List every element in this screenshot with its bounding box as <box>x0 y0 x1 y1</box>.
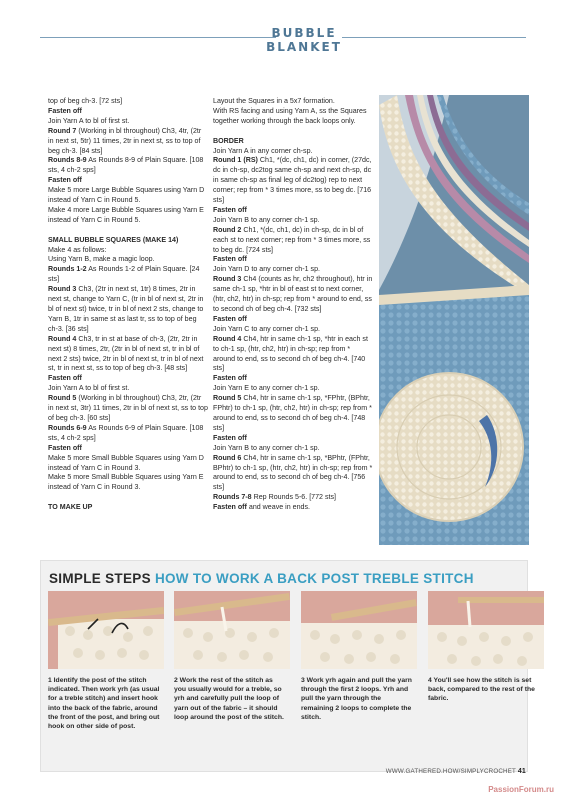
pattern-line <box>213 454 373 494</box>
pattern-text: As Rounds 8-9 of Plain Square. [108 sts, 4 ch-2 sps] <box>48 156 204 175</box>
pattern-line <box>48 473 208 493</box>
pattern-line <box>48 186 208 206</box>
pattern-line <box>48 236 208 246</box>
round-label: Rounds 1-2 <box>48 265 87 274</box>
pattern-text: Layout the Squares in a 5x7 formation. <box>213 97 335 105</box>
pattern-line <box>48 374 208 384</box>
pattern-text: Ch1, *(dc, ch1, dc) in corner, (27dc, dc in ch-sp, dc2tog same ch-sp and next ch-sp, dc in same ch-sp as final leg of dc2tog) rep to next corner; rep from * 3 times more, ss to beg dc. [716 sts] <box>213 156 372 205</box>
pattern-line <box>48 206 208 226</box>
page-number: 41 <box>517 768 526 775</box>
blanket-photo-image <box>379 95 529 545</box>
step-4-photo <box>428 591 544 669</box>
pattern-line <box>48 246 208 256</box>
pattern-text: Make 4 as follows: <box>48 245 107 254</box>
pattern-line <box>213 147 373 157</box>
page-footer <box>386 768 526 775</box>
pattern-text: Join Yarn A to bl of first st. <box>48 384 130 393</box>
round-label: Round 3 <box>213 275 242 284</box>
step-2-instruction: Work the rest of the stitch as you usually would for a treble, so yrh and carefully pull the loop of yarn out of the fabric – it should loop around the post of the stitch. <box>174 677 284 721</box>
pattern-column-left <box>48 97 208 513</box>
pattern-text: and weave in ends. <box>246 503 311 512</box>
pattern-text: top of beg ch-3. [72 sts] <box>48 97 123 105</box>
pattern-line <box>213 265 373 275</box>
pattern-text: Make 5 more Small Bubble Squares using Yarn E instead of Yarn C in Round 3. <box>48 473 204 492</box>
footer-url[interactable]: WWW.GATHERED.HOW/SIMPLYCROCHET <box>385 768 516 775</box>
pattern-line <box>48 176 208 186</box>
pattern-text: As Rounds 6-9 of Plain Square. [108 sts, 4 ch-2 sps] <box>48 423 204 442</box>
pattern-line <box>48 335 208 375</box>
pattern-text: Fasten off <box>48 443 82 452</box>
pattern-text: As Rounds 1-2 of Plain Square. [24 sts] <box>48 265 200 284</box>
blanket-photo <box>379 95 529 545</box>
pattern-text: BORDER <box>213 136 244 145</box>
pattern-line <box>213 325 373 335</box>
pattern-text: Rep Rounds 5-6. [772 sts] <box>251 493 337 502</box>
round-label: Round 4 <box>48 334 77 343</box>
pattern-text: Join Yarn B to any corner ch-1 sp. <box>213 443 320 452</box>
pattern-text: Using Yarn B, make a magic loop. <box>48 255 155 264</box>
watermark: PassionForum.ru <box>488 785 554 794</box>
round-label: Round 3 <box>48 285 77 294</box>
pattern-line <box>48 503 208 513</box>
step-2-photo <box>174 591 290 669</box>
pattern-line <box>48 117 208 127</box>
pattern-line <box>213 493 373 503</box>
pattern-line <box>213 107 373 127</box>
pattern-line <box>48 454 208 474</box>
pattern-line <box>213 444 373 454</box>
pattern-text: Fasten off <box>48 374 82 383</box>
round-label: Round 1 (RS) <box>213 156 258 165</box>
pattern-text: Make 5 more Large Bubble Squares using Yarn D instead of Yarn C in Round 5. <box>48 186 205 205</box>
simple-steps-label: SIMPLE STEPS <box>49 571 151 586</box>
pattern-line <box>48 394 208 424</box>
round-label: Round 4 <box>213 334 242 343</box>
pattern-text: Make 4 more Large Bubble Squares using Yarn E instead of Yarn C in Round 5. <box>48 205 204 224</box>
pattern-line <box>48 97 208 107</box>
step-4-instruction: You'll see how the stitch is set back, compared to the rest of the fabric. <box>428 677 535 703</box>
pattern-text: Ch4, htr in same ch-1 sp, *BPhtr, (FPhtr, BPhtr) to ch-1 sp, (htr, ch2, htr) in ch-sp; rep from * around to end, ss to second ch of beg ch-4. [756 sts] <box>213 453 373 492</box>
step-3-photo <box>301 591 417 669</box>
step-1-photo <box>48 591 164 669</box>
pattern-line <box>213 97 373 107</box>
pattern-text: Fasten off <box>213 255 247 264</box>
round-label: Fasten off <box>213 503 247 512</box>
pattern-line <box>213 216 373 226</box>
pattern-line <box>48 285 208 335</box>
step-1-number: 1 <box>48 677 52 684</box>
step-3-number: 3 <box>301 677 305 684</box>
pattern-text: Fasten off <box>48 106 82 115</box>
pattern-text: Join Yarn B to any corner ch-1 sp. <box>213 215 320 224</box>
pattern-text: Fasten off <box>213 433 247 442</box>
pattern-line <box>48 107 208 117</box>
paragraph-gap <box>213 127 373 137</box>
step-1-text <box>48 676 160 731</box>
round-label: Rounds 8-9 <box>48 156 87 165</box>
pattern-line <box>213 434 373 444</box>
round-label: Round 5 <box>48 394 77 403</box>
pattern-text: With RS facing and using Yarn A, ss the Squares together working through the back loops only. <box>213 106 367 125</box>
pattern-line <box>213 384 373 394</box>
pattern-text: SMALL BUBBLE SQUARES (MAKE 14) <box>48 235 179 244</box>
page-header-title: BUBBLE BLANKET <box>266 26 342 54</box>
pattern-line <box>48 255 208 265</box>
pattern-text: Join Yarn D to any corner ch-1 sp. <box>213 265 320 274</box>
pattern-line <box>213 315 373 325</box>
pattern-line <box>213 374 373 384</box>
pattern-line <box>213 137 373 147</box>
step-2-text <box>174 676 286 722</box>
pattern-line <box>213 503 373 513</box>
pattern-text: Fasten off <box>48 176 82 185</box>
pattern-text: Fasten off <box>213 205 247 214</box>
pattern-line <box>213 394 373 434</box>
simple-steps-heading: HOW TO WORK A BACK POST TREBLE STITCH <box>154 571 474 586</box>
pattern-text: Ch3, (2tr in next st, 1tr) 8 times, 2tr in next st, change to Yarn C, (tr in bl of next st, 2tr in bl of next st) twice, tr in bl of next 2 sts, change to Yarn B, 1tr in same st as last tr, ss to top of beg ch-3. [36 sts] <box>48 285 204 333</box>
pattern-text: Make 5 more Small Bubble Squares using Yarn D instead of Yarn C in Round 3. <box>48 453 204 472</box>
pattern-column-middle <box>213 97 373 513</box>
pattern-text: (Working in bl throughout) Ch3, 4tr, (2tr in next st, 5tr) 11 times, 2tr in next st, ss to top of beg ch-3. [84 sts] <box>48 126 202 155</box>
pattern-line <box>48 444 208 454</box>
pattern-line <box>213 226 373 256</box>
simple-steps-title <box>49 571 474 586</box>
pattern-line <box>48 265 208 285</box>
step-4-text <box>428 676 540 704</box>
pattern-line <box>213 275 373 315</box>
pattern-line <box>213 255 373 265</box>
pattern-line <box>213 335 373 375</box>
step-3-instruction: Work yrh again and pull the yarn through the first 2 loops. Yrh and pull the yarn through the remaining 2 loops to complete the stitch. <box>301 677 412 721</box>
step-3-text <box>301 676 413 722</box>
pattern-text: Ch3, tr in st at base of ch-3, (2tr, 2tr in next st) 8 times, 2tr, (2tr in bl of next st, tr in bl of next 2 sts) twice, 2tr in bl of next st, tr in bl of next st, tr in next st, ss to top of beg ch-3. [48 sts] <box>48 334 204 373</box>
round-label: Rounds 7-8 <box>213 493 252 502</box>
pattern-text: Join Yarn A to bl of first st. <box>48 116 130 125</box>
pattern-line <box>48 424 208 444</box>
pattern-line <box>48 127 208 157</box>
pattern-text: Ch4, htr in same ch-1 sp, *htr in each st to ch-1 sp, (htr, ch2, htr) in ch-sp; rep from * around to end, ss to second ch of beg ch-4. [740 sts] <box>213 334 368 373</box>
round-label: Round 5 <box>213 394 242 403</box>
step-2-number: 2 <box>174 677 178 684</box>
pattern-line <box>213 206 373 216</box>
round-label: Round 6 <box>213 453 242 462</box>
pattern-text: Fasten off <box>213 374 247 383</box>
header-rule-right <box>342 37 526 38</box>
pattern-text: Ch4 (counts as hr, ch2 throughout), htr in same ch-1 sp, *htr in bl of east st to next corner, (htr, ch2, htr) in ch-sp; rep from * around to end, ss to second ch of beg ch-4. [732 sts] <box>213 275 373 314</box>
paragraph-gap <box>48 226 208 236</box>
pattern-text: Ch4, htr in same ch-1 sp, *FPhtr, (BPhtr, FPhtr) to ch-1 sp, (htr, ch2, htr) in ch-sp; rep from * around to end, ss to second ch of beg ch-4. [748 sts] <box>213 394 372 432</box>
pattern-text: Fasten off <box>213 314 247 323</box>
pattern-line <box>48 156 208 176</box>
pattern-line <box>48 384 208 394</box>
step-4-number: 4 <box>428 677 432 684</box>
round-label: Rounds 6-9 <box>48 423 87 432</box>
round-label: Round 2 <box>213 225 242 234</box>
pattern-text: Join Yarn E to any corner ch-1 sp. <box>213 384 320 393</box>
simple-steps-box <box>40 560 535 772</box>
round-label: Round 7 <box>48 126 77 135</box>
paragraph-gap <box>48 493 208 503</box>
pattern-text: TO MAKE UP <box>48 503 93 512</box>
pattern-line <box>213 156 373 206</box>
pattern-text: Join Yarn A in any corner ch-sp. <box>213 146 313 155</box>
pattern-text: (Working in bl throughout) Ch3, 2tr, (2tr in next st, 3tr) 11 times, 2tr in bl of next st, ss to top of beg ch-3. [60 sts] <box>48 394 208 422</box>
pattern-text: Ch1, *(dc, ch1, dc) in ch-sp, dc in bl of each st to next corner; rep from * 3 times more, ss to beg dc. [724 sts] <box>213 225 371 254</box>
step-1-instruction: Identify the post of the stitch indicated. Then work yrh (as usual for a treble stitch) and insert hook into the back of the fabric, around the front of the post, and bring out hook on other side of post. <box>48 677 160 731</box>
pattern-text: Join Yarn C to any corner ch-1 sp. <box>213 324 320 333</box>
